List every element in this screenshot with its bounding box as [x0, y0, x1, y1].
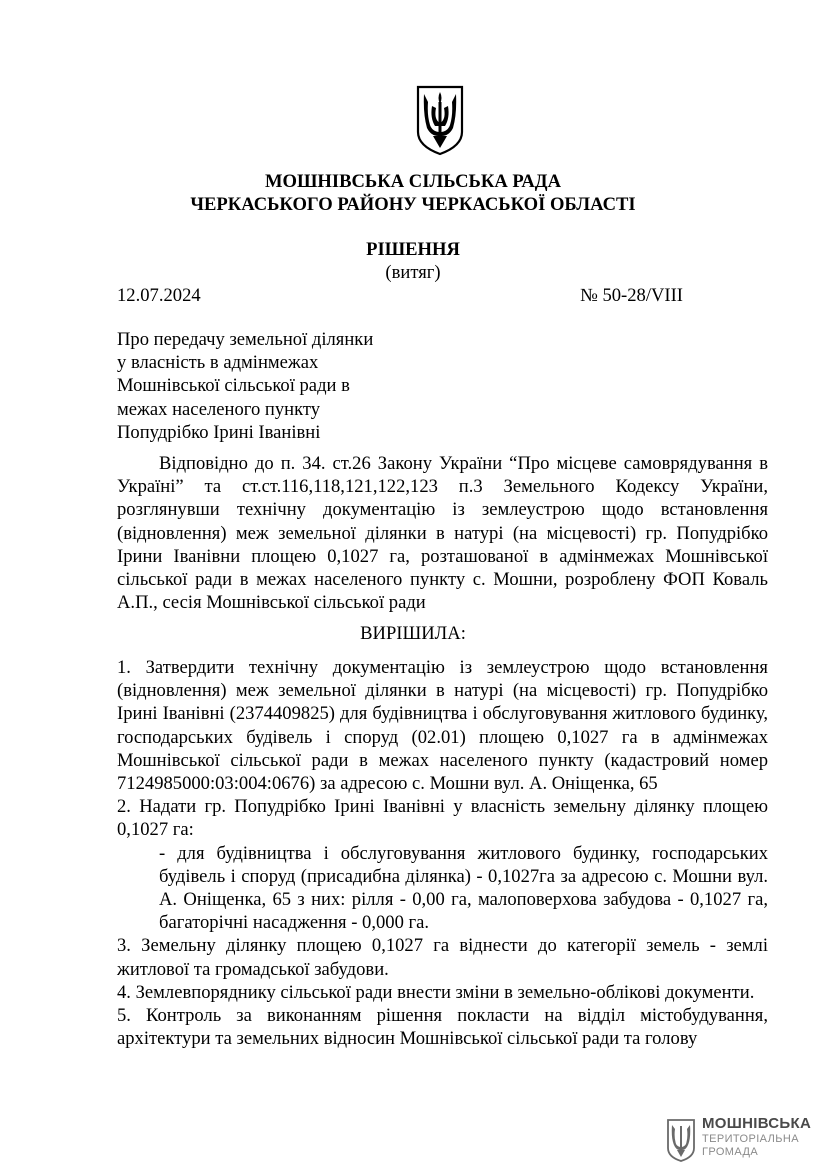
decision-item: 3. Земельну ділянку площею 0,1027 га віднести до категорії земель - землі житлової та громадської забудови.: [117, 935, 768, 980]
document-subtype: (витяг): [385, 262, 441, 283]
document-subject: [117, 328, 447, 444]
logo-subtitle: ГРОМАДА: [702, 1146, 759, 1158]
council-name: МОШНІВСЬКА СІЛЬСЬКА РАДА: [264, 171, 562, 192]
document-number: № 50-28/VIII: [580, 285, 683, 306]
decision-item: 4. Землевпоряднику сільської ради внести зміни в земельно-облікові документи.: [117, 981, 755, 1003]
preamble-paragraph: Відповідно до п. 34. ст.26 Закону України “Про місцеве самоврядування в Україні” та ст.ст.116,118,121,122,123 п.3 Земельного Кодексу України, розглянувши технічну документацію із землеустрою щодо встановлення (відновлення) меж земельної ділянки в натурі (на місцевості) гр. Попудрібко Ірини Іванівни площею 0,1027 га, розташованої в адмінмежах Мошнівської сільської ради в межах населеного пункту с. Мошни, розроблену ФОП Коваль А.П., сесія Мошнівської сільської ради: [117, 453, 768, 614]
resolved-heading: ВИРІШИЛА:: [360, 623, 466, 644]
decision-item: 2. Надати гр. Попудрібко Ірині Іванівні у власність земельну ділянку площею 0,1027 га:: [117, 796, 768, 841]
logo-name: МОШНІВСЬКА: [702, 1115, 812, 1132]
subject-line: Мошнівської сільської ради в: [117, 375, 350, 397]
subject-line: Попудрібко Ірині Іванівні: [117, 421, 321, 443]
logo-subtitle: ТЕРИТОРІАЛЬНА: [702, 1133, 799, 1145]
subject-line: Про передачу земельної ділянки: [117, 329, 374, 350]
council-region: ЧЕРКАСЬКОГО РАЙОНУ ЧЕРКАСЬКОЇ ОБЛАСТІ: [190, 194, 636, 215]
subject-line: межах населеного пункту: [117, 398, 321, 420]
decision-item: 5. Контроль за виконанням рішення покласти на відділ містобудування, архітектури та земельних відносин Мошнівської сільської ради та голову: [117, 1005, 768, 1050]
trident-emblem-icon: [415, 84, 465, 156]
decision-items: [117, 656, 768, 1050]
decision-item: 1. Затвердити технічну документацію із землеустрою щодо встановлення (відновлення) меж земельної ділянки в натурі (на місцевості) гр. Попудрібко Ірині Іванівні (2374409825) для будівництва і обслуговування житлового будинку, господарських будівель і споруд (02.01) площею 0,1027 га в адмінмежах Мошнівської сільської ради в межах населеного пункту (кадастровий номер 7124985000:03:004:0676) за адресою с. Мошни вул. А. Оніщенка, 65: [117, 657, 768, 795]
document-type: РІШЕННЯ: [366, 239, 460, 260]
trident-logo-icon: [666, 1118, 696, 1162]
subject-line: у власність в адмінмежах: [117, 352, 319, 374]
document-date: 12.07.2024: [117, 285, 201, 306]
community-logo: [666, 1116, 816, 1164]
decision-subitem: - для будівництва і обслуговування житлового будинку, господарських будівель і споруд (присадибна ділянка) - 0,1027га за адресою с. Мошни вул. А. Оніщенка, 65 з них: рілля - 0,00 га, малоповерхова забудова - 0,1027 га, багаторічні насадження - 0,000 га.: [159, 842, 768, 934]
